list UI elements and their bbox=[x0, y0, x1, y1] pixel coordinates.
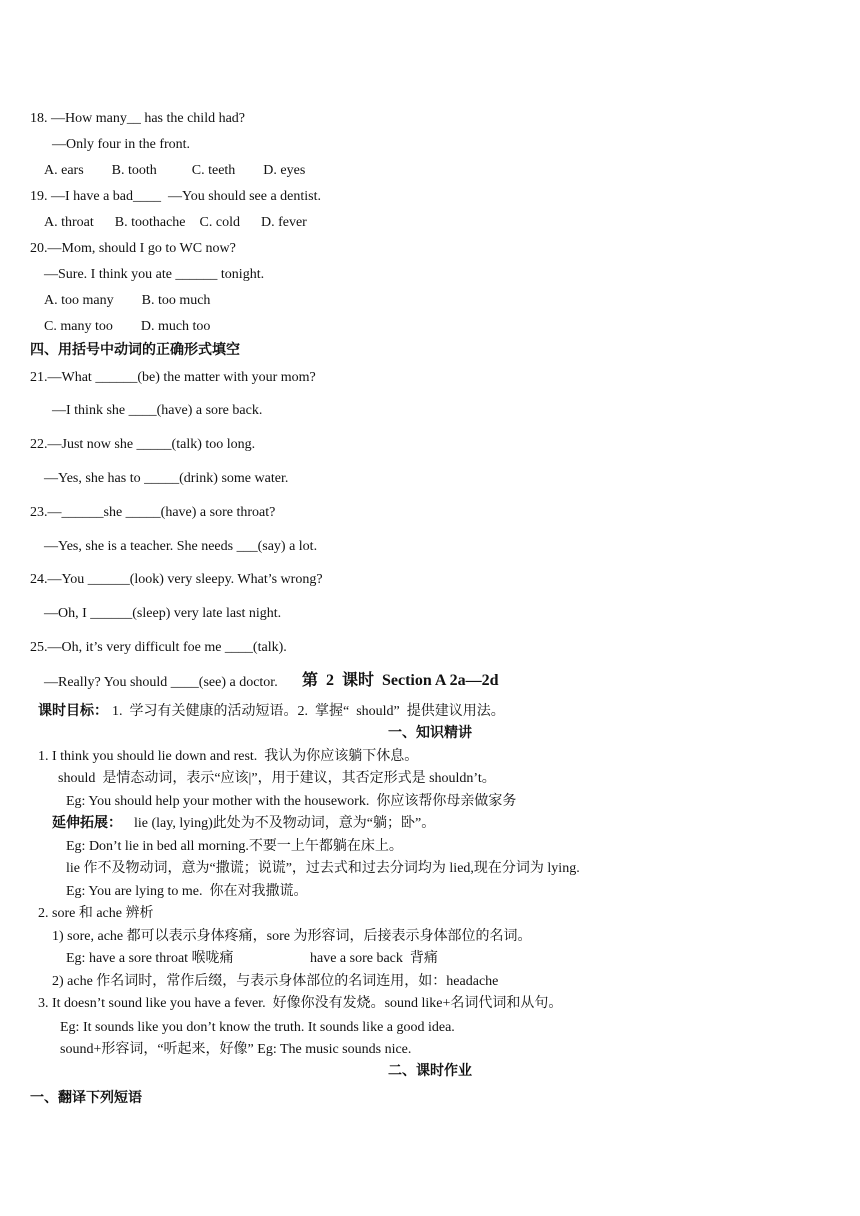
text-line: 一、知识精讲 bbox=[388, 726, 472, 741]
text-line: 一、翻译下列短语 bbox=[30, 1091, 142, 1106]
text-line: Eg: Don’t lie in bed all morning.不要一上午都躺在床上。 bbox=[66, 839, 403, 854]
text-line: 1) sore, ache 都可以表示身体疼痛，sore 为形容词，后接表示身体部位的名词。 bbox=[52, 929, 532, 944]
text-line: 1. I think you should lie down and rest. 我认为你应该躺下休息。 bbox=[38, 749, 419, 764]
text-line: 3. It doesn’t sound like you have a fever. 好像你没有发烧。sound like+名词代词和从句。 bbox=[38, 996, 563, 1011]
text-line: 2. sore 和 ache 辨析 bbox=[38, 906, 154, 921]
text-line: 2) ache 作名词时，常作后缀，与表示身体部位的名词连用，如：headache bbox=[52, 974, 499, 989]
text-line: 四、用括号中动词的正确形式填空 bbox=[30, 343, 240, 358]
text-line: A. ears B. tooth C. teeth D. eyes bbox=[44, 163, 306, 178]
text-line: sound+形容词，“听起来，好像” Eg: The music sounds nice. bbox=[60, 1042, 412, 1057]
text-line: —Yes, she has to _____(drink) some water. bbox=[44, 471, 289, 486]
text-line: 课时目标： bbox=[38, 704, 108, 719]
text-line: —Only four in the front. bbox=[52, 137, 191, 152]
text-line: 第 2 课时 Section A 2a—2d bbox=[302, 672, 499, 689]
text-line: —Oh, I ______(sleep) very late last night. bbox=[44, 606, 282, 621]
text-line: have a sore back 背痛 bbox=[310, 951, 438, 966]
text-line: 20.—Mom, should I go to WC now? bbox=[30, 241, 236, 256]
text-line: Eg: You are lying to me. 你在对我撒谎。 bbox=[66, 884, 308, 899]
text-line: Eg: You should help your mother with the housework. 你应该帮你母亲做家务 bbox=[66, 794, 517, 809]
text-line: lie (lay, lying)此处为不及物动词，意为“躺；卧”。 bbox=[134, 816, 436, 831]
text-line: 18. —How many__ has the child had? bbox=[30, 111, 246, 126]
text-line: 1. 学习有关健康的活动短语。2. 掌握“ should” 提供建议用法。 bbox=[112, 704, 505, 719]
text-line: Eg: have a sore throat 喉咙痛 bbox=[66, 951, 234, 966]
text-line: 二、课时作业 bbox=[388, 1064, 472, 1079]
text-line: Eg: It sounds like you don’t know the truth. It sounds like a good idea. bbox=[60, 1020, 455, 1035]
text-line: should 是情态动词，表示“应该|”，用于建议，其否定形式是 shouldn’t。 bbox=[58, 771, 496, 786]
text-line: 22.—Just now she _____(talk) too long. bbox=[30, 437, 256, 452]
text-line: —Really? You should ____(see) a doctor. bbox=[44, 675, 278, 690]
text-line: —Sure. I think you ate ______ tonight. bbox=[44, 267, 265, 282]
text-line: 延伸拓展： bbox=[52, 816, 122, 831]
text-line: A. too many B. too much bbox=[44, 293, 211, 308]
text-line: 25.—Oh, it’s very difficult foe me ____(talk). bbox=[30, 640, 287, 655]
text-line: 23.—______she _____(have) a sore throat? bbox=[30, 505, 276, 520]
text-line: 21.—What ______(be) the matter with your mom? bbox=[30, 370, 316, 385]
text-line: —Yes, she is a teacher. She needs ___(say) a lot. bbox=[44, 539, 318, 554]
text-line: A. throat B. toothache C. cold D. fever bbox=[44, 215, 307, 230]
text-line: 24.—You ______(look) very sleepy. What’s wrong? bbox=[30, 572, 323, 587]
text-line: lie 作不及物动词，意为“撒谎；说谎”，过去式和过去分词均为 lied,现在分词为 lying. bbox=[66, 861, 580, 876]
text-line: —I think she ____(have) a sore back. bbox=[52, 403, 263, 418]
text-line: 19. —I have a bad____ —You should see a dentist. bbox=[30, 189, 321, 204]
text-line: C. many too D. much too bbox=[44, 319, 211, 334]
